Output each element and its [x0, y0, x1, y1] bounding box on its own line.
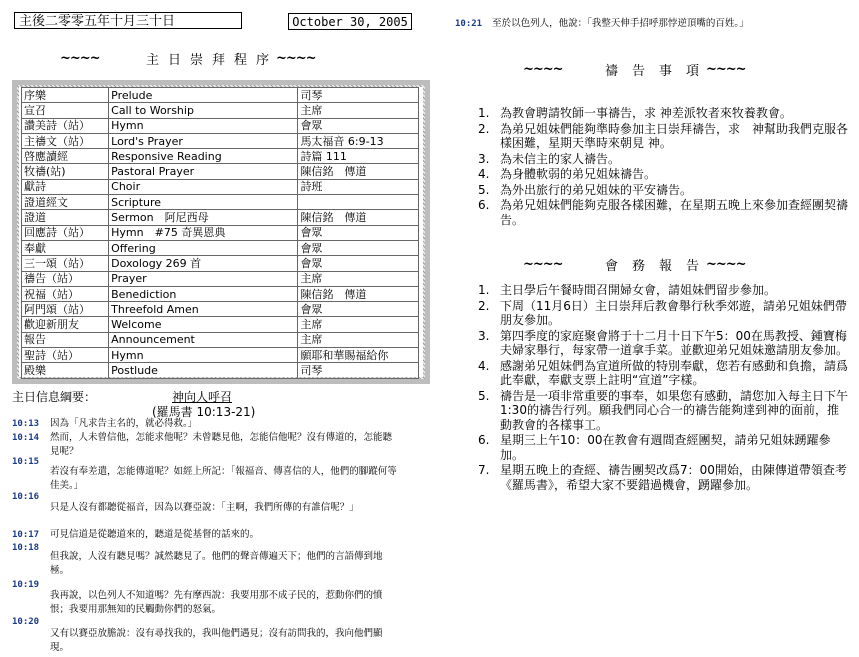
- list-item: 3. 為未信主的家人禱告。: [478, 151, 621, 166]
- program-person: 會眾: [298, 225, 419, 240]
- program-title: 主日崇拜程序: [146, 53, 279, 68]
- program-person: 會眾: [298, 118, 419, 133]
- program-person: 陳信銘 傳道: [298, 286, 419, 301]
- program-person: 司琴: [298, 88, 419, 103]
- program-item: 獻詩: [22, 179, 109, 194]
- program-person: 陳信銘 傳道: [298, 164, 419, 179]
- verse-10-20: [12, 627, 397, 655]
- program-english: Prayer: [109, 271, 298, 286]
- list-item: 4. 感謝弟兄姐妹們為宣道所做的特別奉獻，您若有感動和負擔，請爲此奉獻，奉獻支票上註明“宣道”字樣。: [478, 358, 849, 387]
- program-row: [22, 240, 419, 255]
- verse-10-19: [12, 589, 397, 617]
- list-item: 3. 第四季度的家庭聚會將于十二月十日下午5：00在馬教授、鍾寶梅夫婦家舉行，每家帶一道拿手菜。並歡迎弟兄姐妹邀請朋友參加。: [478, 328, 849, 357]
- program-english: Scripture: [109, 195, 298, 210]
- program-english: Prelude: [109, 88, 298, 103]
- verse-number: 10:16: [12, 492, 40, 502]
- verse-text: 因為「凡求告主名的，就必得救。」: [50, 418, 198, 429]
- program-item: 阿門頌（站）: [22, 302, 109, 317]
- program-row: [22, 195, 419, 210]
- program-english: Hymn: [109, 118, 298, 133]
- program-row: [22, 317, 419, 332]
- verse-text: 若沒有奉差遣，怎能傳道呢？如經上所記：「報福音、傳喜信的人，他們的腳蹤何等佳美。」: [50, 466, 397, 491]
- program-english: Pastoral Prayer: [109, 164, 298, 179]
- verse-10-21: [455, 15, 749, 29]
- program-person: 詩班: [298, 179, 419, 194]
- program-row: [22, 179, 419, 194]
- sermon-reference: (羅馬書 10:13-21): [152, 405, 256, 419]
- verse-10-16: [12, 501, 397, 529]
- verse-10-17: [12, 528, 397, 542]
- program-person: 主席: [298, 332, 419, 347]
- program-item: 讚美詩（站）: [22, 118, 109, 133]
- program-item: 報告: [22, 332, 109, 347]
- program-person: 會眾: [298, 240, 419, 255]
- program-person: 主席: [298, 317, 419, 332]
- program-english: Lord's Prayer: [109, 133, 298, 148]
- decoration-right: ~~~~: [706, 62, 746, 77]
- verse-text: 我再說，以色列人不知道嗎？先有摩西說：我要用那不成子民的，惹動你們的憤恨；我要用那無知的民觸動你們的怒氣。: [50, 590, 383, 615]
- program-person: 主席: [298, 271, 419, 286]
- program-row: [22, 302, 419, 317]
- program-person: 司琴: [298, 363, 419, 378]
- program-item: 證道經文: [22, 195, 109, 210]
- bulletin-date-chinese: 主後二零零五年十月三十日: [14, 12, 242, 29]
- program-english: Benediction: [109, 286, 298, 301]
- program-item: 牧禱(站): [22, 164, 109, 179]
- program-person: 陳信銘 傳道: [298, 210, 419, 225]
- list-item: 4. 為身體軟弱的弟兄姐妹禱告。: [478, 167, 657, 181]
- program-english: Call to Worship: [109, 103, 298, 118]
- announcements-title: 會務報告: [605, 259, 714, 274]
- verse-number: 10:13: [12, 419, 40, 429]
- program-item: 序樂: [22, 88, 109, 103]
- program-item: 歡迎新朋友: [22, 317, 109, 332]
- program-item: 宣召: [22, 103, 109, 118]
- verse-number: 10:14: [12, 433, 40, 443]
- program-item: 祝福（站）: [22, 286, 109, 301]
- list-item: 7. 星期五晚上的查經、禱告團契改爲7：00開始，由陳傳道帶領查考《羅馬書》，希望大家不要錯過機會，踴躍參加。: [478, 463, 847, 492]
- program-row: [22, 103, 419, 118]
- verse-text: 至於以色列人，他說：「我整天伸手招呼那悖逆頂嘴的百姓。」: [492, 18, 749, 29]
- program-row: [22, 210, 419, 225]
- verse-10-18: [12, 550, 397, 578]
- decoration-left: ~~~~: [523, 62, 563, 77]
- program-row: [22, 118, 419, 133]
- program-row: [22, 332, 419, 347]
- verse-number: 10:20: [12, 617, 40, 627]
- program-row: [22, 271, 419, 286]
- program-english: Doxology 269 首: [109, 256, 298, 271]
- verse-text: 只是人沒有都聽從福音，因為以賽亞說：「主啊，我們所傳的有誰信呢？」: [50, 502, 359, 513]
- decoration-right: ~~~~: [276, 51, 316, 66]
- program-item: 三一頌（站）: [22, 256, 109, 271]
- program-person: 主席: [298, 103, 419, 118]
- program-person: 會眾: [298, 256, 419, 271]
- program-item: 啓應讀經: [22, 149, 109, 164]
- program-row: [22, 348, 419, 363]
- prayer-list: [478, 106, 848, 228]
- program-row: [22, 363, 419, 378]
- verse-number: 10:21: [455, 19, 483, 29]
- program-row: [22, 133, 419, 148]
- program-table: [21, 87, 419, 379]
- program-english: Postlude: [109, 363, 298, 378]
- program-english: Welcome: [109, 317, 298, 332]
- list-item: 6. 星期三上午10：00在教會有週間查經團契，請弟兄姐妹踴躍參加。: [478, 433, 831, 462]
- program-row: [22, 149, 419, 164]
- decoration-left: ~~~~: [523, 257, 563, 272]
- program-english: Hymn: [109, 348, 298, 363]
- verse-number: 10:15: [12, 457, 40, 467]
- sermon-outline-label: 主日信息綱要：: [12, 390, 97, 404]
- verse-10-15: [12, 465, 397, 493]
- list-item: 2. 下周（11月6日）主日崇拜后教會舉行秋季郊遊，請弟兄姐妹們帶朋友參加。: [478, 298, 847, 327]
- program-person: 會眾: [298, 302, 419, 317]
- program-item: 證道: [22, 210, 109, 225]
- program-row: [22, 164, 419, 179]
- program-english: Hymn #75 奇異恩典: [109, 225, 298, 240]
- list-item: 1. 為教會聘請牧師一事禱告，求 神差派牧者來牧養教會。: [478, 106, 792, 120]
- announcement-list: [478, 283, 848, 493]
- list-item: 2. 為弟兄姐妹們能夠準時參加主日崇拜禱告，求 神幫助我們克服各樣困難，星期天準時來朝見 神。: [478, 121, 849, 150]
- program-english: Announcement: [109, 332, 298, 347]
- list-item: 6. 為弟兄姐妹們能夠克服各樣困難，在星期五晚上來參加查經團契禱告。: [478, 198, 849, 227]
- program-person: 馬太福音 6:9-13: [298, 133, 419, 148]
- program-row: [22, 286, 419, 301]
- list-item: 5. 為外出旅行的弟兄姐妹的平安禱告。: [478, 182, 693, 197]
- program-english: Offering: [109, 240, 298, 255]
- program-item: 主禱文（站）: [22, 133, 109, 148]
- program-person: 詩篇 111: [298, 149, 419, 164]
- program-item: 禱告（站）: [22, 271, 109, 286]
- program-item: 聖詩（站）: [22, 348, 109, 363]
- program-english: Responsive Reading: [109, 149, 298, 164]
- sermon-title: 神向人呼召: [172, 390, 233, 404]
- verse-text: 但我說，人沒有聽見嗎？誠然聽見了。他們的聲音傳遍天下；他們的言語傳到地極。: [50, 551, 383, 576]
- program-item: 殿樂: [22, 363, 109, 378]
- prayer-title: 禱告事項: [605, 64, 714, 79]
- verse-text: 可見信道是從聽道來的，聽道是從基督的話來的。: [50, 529, 260, 540]
- verse-text: 然而，人未曾信他，怎能求他呢？未曾聽見他，怎能信他呢？沒有傳道的，怎能聽見呢？: [50, 432, 393, 457]
- program-english: Sermon 阿尼西母: [109, 210, 298, 225]
- list-item: 1. 主日學后午餐時間召開婦女會，請姐妹們留步參加。: [478, 283, 777, 297]
- program-person: [298, 195, 419, 210]
- program-row: [22, 256, 419, 271]
- verse-text: 又有以賽亞放膽說：沒有尋找我的，我叫他們遇見；沒有訪問我的，我向他們顯現。: [50, 628, 383, 653]
- program-item: 奉獻: [22, 240, 109, 255]
- list-item: 5. 禱告是一項非常重要的事奉，如果您有感動，請您加入每主日下午1:30的禱告行列。願我們同心合一的禱告能夠達到神的面前，推動教會的各樣事工。: [478, 388, 849, 432]
- verse-number: 10:18: [12, 543, 40, 553]
- decoration-right: ~~~~: [706, 257, 746, 272]
- decoration-left: ~~~~: [60, 51, 100, 66]
- program-item: 回應詩（站）: [22, 225, 109, 240]
- bulletin-date-english: October 30, 2005: [288, 13, 412, 30]
- verse-number: 10:19: [12, 580, 40, 590]
- program-english: Choir: [109, 179, 298, 194]
- verse-number: 10:17: [12, 530, 40, 540]
- program-english: Threefold Amen: [109, 302, 298, 317]
- program-person: 願耶和華賜福給你: [298, 348, 419, 363]
- program-row: [22, 88, 419, 103]
- verse-10-13: [12, 417, 397, 431]
- program-row: [22, 225, 419, 240]
